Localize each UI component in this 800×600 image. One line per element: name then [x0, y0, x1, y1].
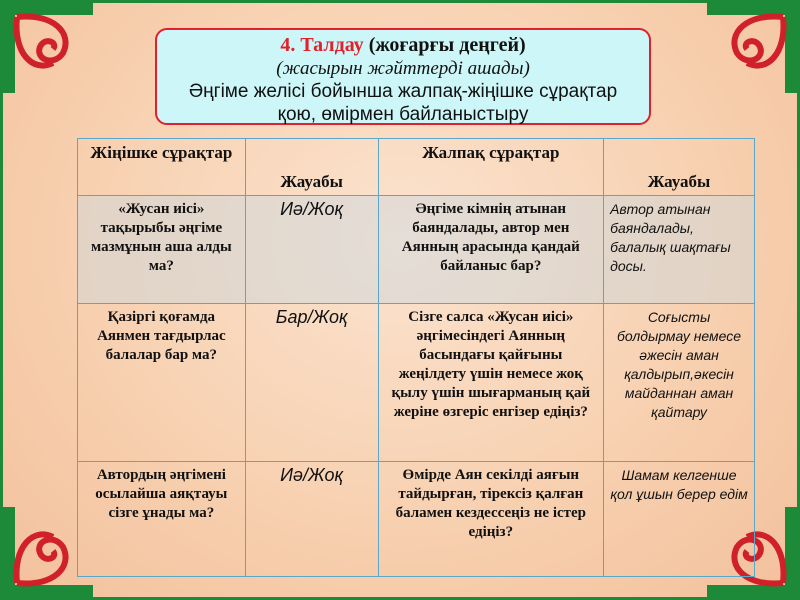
- broad-question: Әңгіме кімнің атынан баяндалады, автор мен Аянның арасында қандай байланыс бар?: [378, 196, 604, 304]
- answer: Иә/Жоқ: [245, 196, 378, 304]
- narrow-question: Автордың әңгімені осылайша аяқтауы сізге ұнады ма?: [78, 462, 246, 577]
- answer: Соғысты болдырмау немесе әжесін аман қалдырып,әкесін майданнан аман қайтару: [604, 304, 755, 462]
- answer: Шамам келгенше қол ұшын берер едім: [604, 462, 755, 577]
- table-row: [78, 196, 755, 304]
- description-line: қою, өмірмен байланыстыру: [277, 104, 529, 125]
- description-line: Әңгіме желісі бойынша жалпақ-жіңішке сұрақтар: [188, 81, 618, 102]
- ornament-corner-icon: [707, 3, 797, 93]
- narrow-question: Қазіргі қоғамда Аянмен тағдырлас балалар бар ма?: [78, 304, 246, 462]
- header-cell: Жіңішке сұрақтар: [78, 139, 246, 196]
- answer: Иә/Жоқ: [245, 462, 378, 577]
- section-number: 4. Талдау: [280, 34, 364, 56]
- narrow-question: «Жусан иісі» тақырыбы әңгіме мазмұнын аша алды ма?: [78, 196, 246, 304]
- broad-question: Өмірде Аян секілді аяғын тайдырған, тірексіз қалған баламен кездессеңіз не істер едіңіз?: [378, 462, 604, 577]
- ornament-corner-icon: [3, 3, 93, 93]
- table-row: [78, 462, 755, 577]
- questions-table: [77, 138, 755, 577]
- answer: Бар/Жоқ: [245, 304, 378, 462]
- title-box: [155, 28, 651, 125]
- table-row: [78, 304, 755, 462]
- slide-title: [157, 34, 649, 57]
- header-cell: Жауабы: [245, 139, 378, 196]
- broad-question: Сізге салса «Жусан иісі» әңгімесіндегі Аянның басындағы қайғыны жеңілдету үшін немесе жоқ қылу үшін шығарманың қай жеріне өзгеріс енгізер едіңіз?: [378, 304, 604, 462]
- header-cell: Жауабы: [604, 139, 755, 196]
- table-header-row: [78, 139, 755, 196]
- slide-subtitle: (жасырын жәйттерді ашады): [276, 58, 530, 79]
- answer: Автор атынан баяндалады, балалық шақтағы досы.: [604, 196, 755, 304]
- header-cell: Жалпақ сұрақтар: [378, 139, 604, 196]
- section-level: (жоғарғы деңгей): [363, 34, 526, 56]
